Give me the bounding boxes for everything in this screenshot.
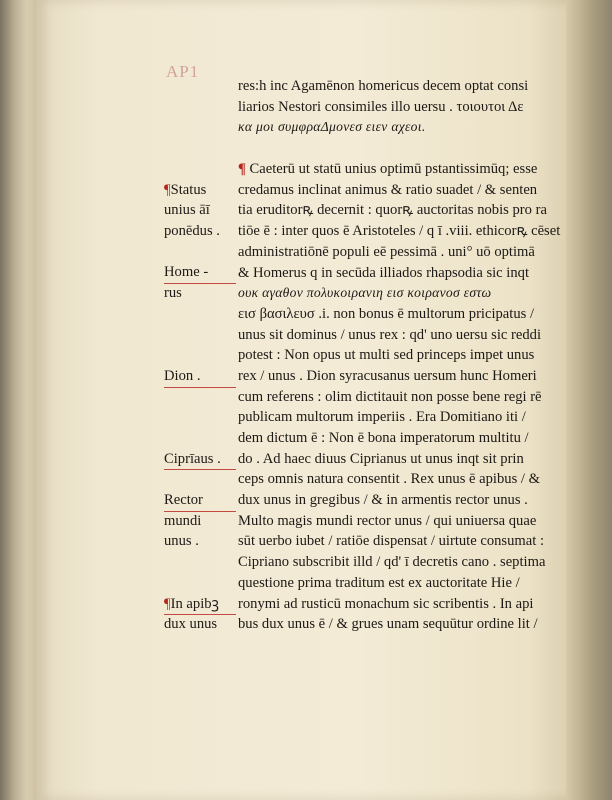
book-fore-edge-right [566, 0, 612, 800]
text-line: Cipriano subscribit illd / qd' ī decretis cano . septima [238, 554, 546, 571]
text-line: sūt uerbo iubet / ratiōe dispensat / uirtute consumat : [238, 533, 544, 550]
margin-note [164, 180, 236, 201]
margin-note: dux unus [164, 616, 218, 633]
text-line [238, 159, 596, 180]
text-line: ceps omnis natura consentit . Rex unus ē apibus / & [238, 471, 540, 488]
text-line-content: Caeterū ut statū unius optimū pstantissimūq; esse [249, 161, 538, 178]
main-text-block [238, 76, 596, 635]
text-line: liarios Nestori consimiles illo uersu . τοιουτοι Δε [238, 98, 524, 115]
text-line: administratiōnē populi eē pessimā . uni° uō optimā [238, 243, 535, 260]
text-line: & Homerus q in secūda illiados rhapsodia sic inqt [238, 264, 530, 281]
text-line: publicam multorum imperiis . Era Domitiano iti / [238, 409, 526, 426]
text-line: questione prima traditum est ex auctoritate Hie / [238, 574, 520, 591]
text-line: ronymi ad rusticū monachum sic scribentis . In api [238, 595, 534, 612]
margin-note: rus [164, 285, 182, 301]
text-line-greek: κα μοι συμφραΔμονεσ ειεν αχεοι. [238, 119, 426, 135]
margin-note: unus . [164, 533, 199, 550]
text-line: res:h inc Agamēnon homericus decem optat consi [238, 78, 529, 94]
text-line: dem dictum ē : Non ē bona imperatorum multitu / [238, 430, 529, 446]
margin-note-text: In apibꝫ [170, 595, 220, 612]
text-line: Multo magis mundi rector unus / qui uniuersa quae [238, 512, 537, 529]
margin-note [164, 594, 236, 616]
manuscript-page [36, 0, 570, 800]
text-line: rex / unus . Dion syracusanus uersum hunc Homeri [238, 367, 537, 384]
margin-note: mundi [164, 512, 202, 529]
text-line: potest : Non opus ut multi sed princeps impet unus [238, 347, 535, 364]
text-line: tia eruditorꝶ decernit : quorꝶ auctoritas nobis pro ra [238, 202, 547, 219]
margin-note: ponēdus . [164, 222, 220, 239]
paragraph-mark-icon: ¶ [238, 161, 246, 178]
margin-note: unius āī [164, 202, 210, 219]
text-line: unus sit dominus / unus rex : qd' uno uersu sic reddi [238, 326, 541, 343]
margin-note: Dion . [164, 366, 236, 388]
text-line: tiōe ē : inter quos ē Aristoteles / q ī .viii. ethicorꝶ cēset [238, 223, 561, 240]
paragraph-mark-icon: ¶ [164, 595, 171, 612]
text-line: bus dux unus ē / & grues unam sequūtur ordine lit / [238, 616, 538, 633]
text-line-greek: ουκ αγαθον πολυκοιρανιη εισ κοιρανοσ εστω [238, 285, 492, 301]
book-fore-edge-left [0, 0, 36, 800]
text-line: credamus inclinat animus & ratio suadet / & senten [238, 181, 538, 198]
margin-note: Rector [164, 490, 236, 512]
text-line: do . Ad haec diuus Ciprianus ut unus inqt sit prin [238, 450, 524, 467]
folio-mark: AP1 [166, 62, 200, 81]
margin-note: Ciprīaus . [164, 449, 236, 471]
text-line: dux unus in gregibus / & in armentis rector unus . [238, 492, 528, 509]
paragraph-gap [238, 138, 596, 159]
paragraph-mark-icon: ¶ [164, 181, 171, 198]
text-line: εισ βασιλευσ .i. non bonus ē multorum pricipatus / [238, 305, 535, 322]
margin-note: Home - [164, 262, 236, 284]
text-line: cum referens : olim dictitauit non posse bene regi rē [238, 388, 542, 405]
margin-note-text: Status [170, 181, 207, 198]
